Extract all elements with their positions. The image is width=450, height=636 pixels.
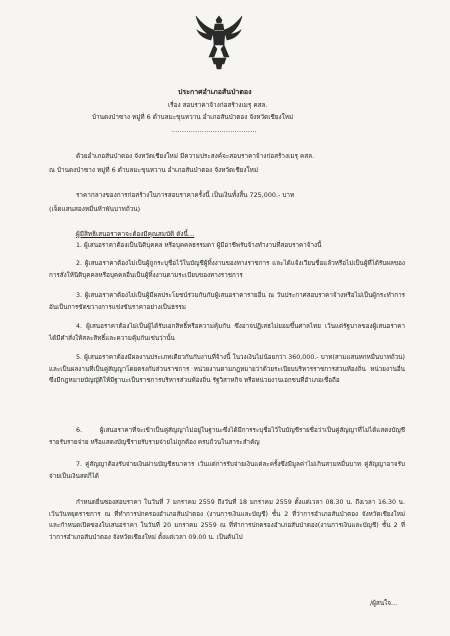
qualifications-heading: ผู้มีสิทธิเสนอราคาจะต้องมีคุณสมบัติ ดังนี้… xyxy=(76,230,195,238)
intro-line-2: ณ บ้านดงป่าซาง หมู่ที่ 6 ตำบลมะขุนหวาน อำเภอสันป่าตอง จังหวัดเชียงใหม่ xyxy=(49,166,259,174)
qualification-item-1: 1. ผู้เสนอราคาต้องเป็นนิติบุคคล หรือบุคคลธรรมดา ผู้มีอาชีพรับจ้างทำงานที่สอบราคาจ้างนี้ xyxy=(76,242,322,249)
subject-line: เรื่อง สอบราคาจ้างก่อสร้างเมรุ คสล. xyxy=(168,101,268,109)
schedule-paragraph: กำหนดยื่นซองสอบราคา ในวันที่ 7 มกราคม 2559 ถึงวันที่ 18 มกราคม 2559 ตั้งแต่เวลา 08.30 น. ถึงเวลา 16.30 น. เว้นวันหยุดราชการ ณ ที่ทำการปกครองอำเภอสันป่าตอง (งานการเงินและบัญชี) ชั้น 2 ที่ว่าการอำเภอสันป่าตอง จังหวัดเชียงใหม่ และกำหนดเปิดซองใบเสนอราคา ในวันที่ 20 มกราคม 2559 ณ ที่ทำการปกครองอำเภอสันป่าตอง(งานการเงินและบัญชี) ชั้น 2 ที่ว่าการอำเภอสันป่าตอง จังหวัดเชียงใหม่ ตั้งแต่เวลา 09.00 น. เป็นต้นไป xyxy=(49,499,405,541)
intro-line-1: ด้วยอำเภอสันป่าตอง จังหวัดเชียงใหม่ มีความประสงค์จะสอบราคาจ้างก่อสร้างเมรุ คสล. xyxy=(76,152,315,160)
qualification-item-5: 5. ผู้เสนอราคาต้องมีผลงานประเภทเดียวกันกับงานที่จ้างนี้ ในวงเงินไม่น้อยกว่า 360,000.- บาท(สามแสนหกหมื่นบาทถ้วน) และเป็นผลงานที่เป็นคู่สัญญาโดยตรงกับส่วนราชการ หน่วยงานตามกฎหมายว่าด้วยระเบียบบริหารราชการส่วนท้องถิ่น หน่วยงานอื่นซึ่งมีกฎหมายบัญญัติให้มีฐานะเป็นราชการบริหารส่วนท้องถิ่น รัฐวิสาหกิจ หรือหน่วยงานเอกชนที่อำเภอเชื่อถือ xyxy=(49,354,405,385)
qualification-item-6: 6. ผู้เสนอราคาที่จะเข้าเป็นคู่สัญญาไม่อยู่ในฐานะซึ่งได้มีการระบุชื่อไว้ในบัญชีรายชื่อว่าเป็นคู่สัญญาที่ไม่ได้แสดงบัญชีรายรับรายจ่าย หรือแสดงบัญชีรายรับรายจ่ายไม่ถูกต้อง ครบถ้วนในสาระสำคัญ xyxy=(49,427,405,446)
continuation-note: /ผู้สนใจ... xyxy=(370,599,398,607)
garuda-emblem-icon xyxy=(192,12,246,72)
price-line-2: (เจ็ดแสนสองหมื่นห้าพันบาทถ้วน) xyxy=(49,205,141,213)
document-title: ประกาศอำเภอสันป่าตอง xyxy=(178,88,252,96)
separator: ………………………………… xyxy=(171,126,257,134)
qualification-item-3: 3. ผู้เสนอราคาต้องไม่เป็นผู้มีผลประโยชน์ร่วมกันกับผู้เสนอราคารายอื่น ณ วันประกาศสอบราคาจ้างหรือไม่เป็นผู้กระทำการอันเป็นการขัดขวางการแข่งขันราคาอย่างเป็นธรรม xyxy=(49,292,405,311)
location-line: บ้านดงป่าซาง หมู่ที่ 6 ตำบลมะขุนหวาน อำเภอสันป่าตอง จังหวัดเชียงใหม่ xyxy=(92,113,294,121)
qualification-item-4: 4. ผู้เสนอราคาต้องไม่เป็นผู้ได้รับเอกสิทธิ์หรือความคุ้มกัน ซึ่งอาจปฏิเสธไม่ยอมขึ้นศาลไทย เว้นแต่รัฐบาลของผู้เสนอราคาได้มีคำสั่งให้สละสิทธิ์และความคุ้มกันเช่นว่านั้น xyxy=(49,323,405,342)
price-line-1: ราคากลางของการก่อสร้างในการสอบราคาครั้งนี้ เป็นเงินทั้งสิ้น 725,000.- บาท xyxy=(76,191,295,199)
qualification-item-7: 7. คู่สัญญาต้องรับจ่ายเงินผ่านบัญชีธนาคาร เว้นแต่การรับจ่ายเงินแต่ละครั้งซึ่งมีมูลค่าไม่เกินสามหมื่นบาท คู่สัญญาอาจรับจ่ายเป็นเงินสดก็ได้ xyxy=(49,461,405,480)
qualification-item-2: 2. ผู้เสนอราคาต้องไม่เป็นผู้ถูกระบุชื่อไว้ในบัญชีผู้ทิ้งงานของทางราชการ และได้แจ้งเวียนชื่อแล้วหรือไม่เป็นผู้ที่ได้รับผลของการสั่งให้นิติบุคคลหรือบุคคลอื่นเป็นผู้ทิ้งงานตามระเบียบของทางราชการ xyxy=(49,260,405,279)
